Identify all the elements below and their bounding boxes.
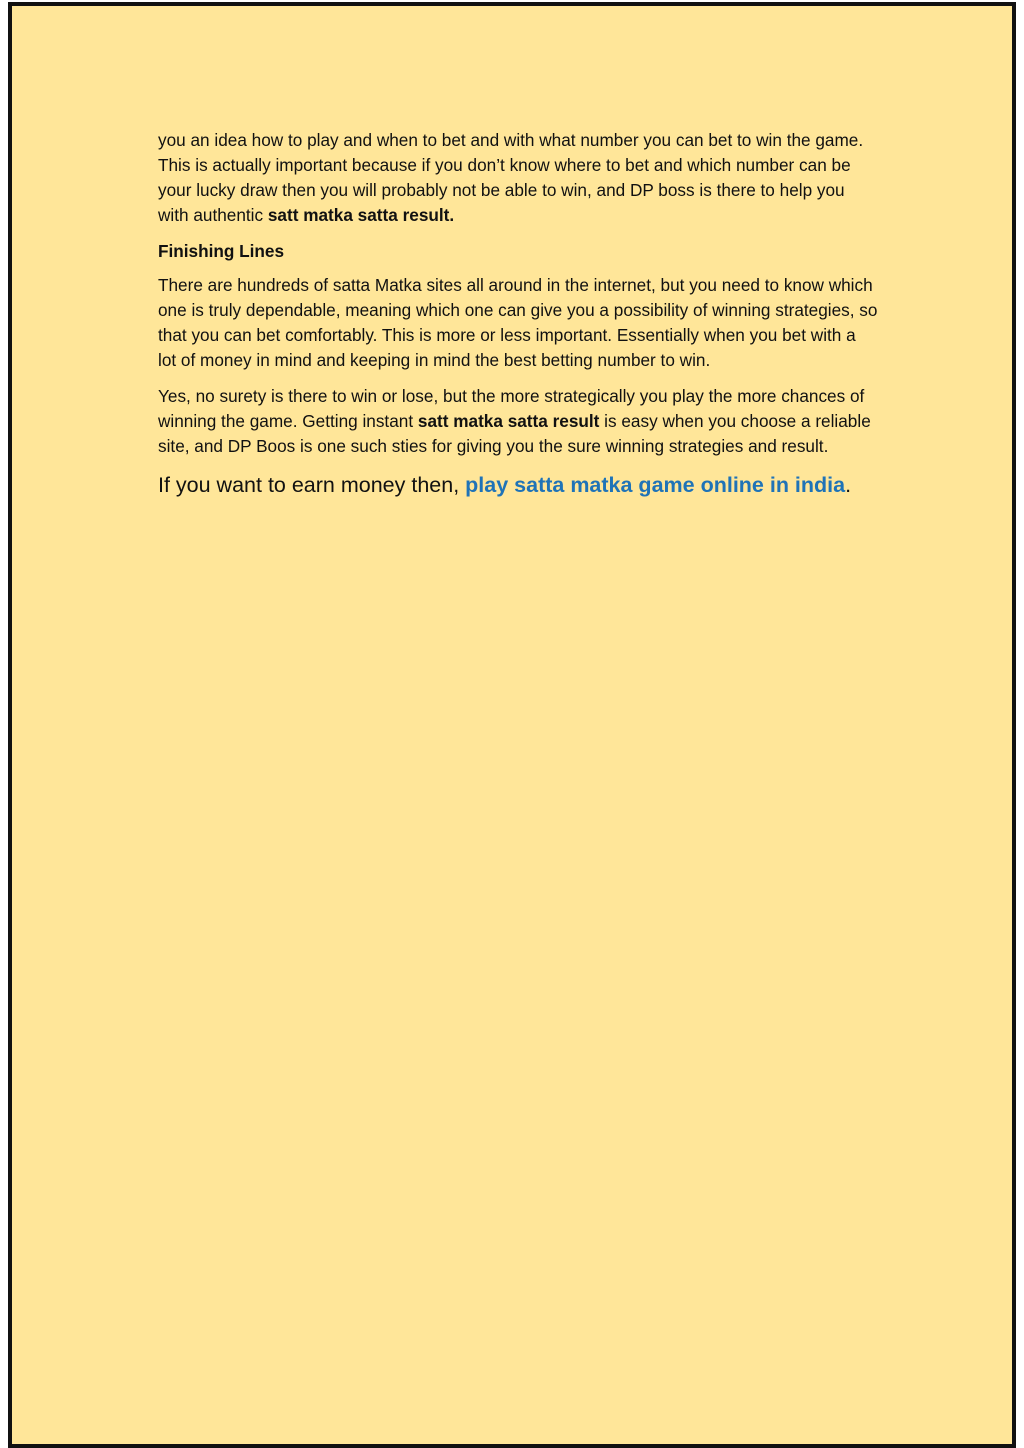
intro-bold-keyword: satt matka satta result. bbox=[267, 205, 455, 225]
cta-period: . bbox=[845, 473, 852, 497]
section-heading: Finishing Lines bbox=[158, 241, 285, 261]
paragraph-strategy bbox=[158, 384, 878, 459]
play-satta-matka-link[interactable]: play satta matka game online in india bbox=[465, 473, 846, 497]
paragraph-strategy-bold-keyword: satt matka satta result bbox=[417, 411, 600, 431]
intro-text: you an idea how to play and when to bet and with what number you can bet to win the game. This is actually important because if you don’t know where to bet and which number can be your lucky draw then you will probably not be able to win, and DP boss is there to help you with authentic bbox=[158, 130, 864, 225]
cta-text: If you want to earn money then, bbox=[158, 473, 466, 497]
document-body bbox=[158, 128, 878, 511]
call-to-action bbox=[158, 470, 878, 500]
paragraph-strategy-before: Yes, no surety is there to win or lose, but the more strategically you play the more chances of winning the game. Getting instant bbox=[158, 386, 865, 431]
intro-paragraph bbox=[158, 128, 878, 228]
paragraph-strategy-after: is easy when you choose a reliable site, and DP Boos is one such sties for giving you the sure winning strategies and result. bbox=[158, 411, 871, 456]
paragraph-sites: There are hundreds of satta Matka sites all around in the internet, but you need to know which one is truly dependable, meaning which one can give you a possibility of winning strategies, so that you can bet comfortably. This is more or less important. Essentially when you bet with a lot of money in mind and keeping in mind the best betting number to win. bbox=[158, 275, 878, 370]
document-page bbox=[8, 2, 1016, 1448]
